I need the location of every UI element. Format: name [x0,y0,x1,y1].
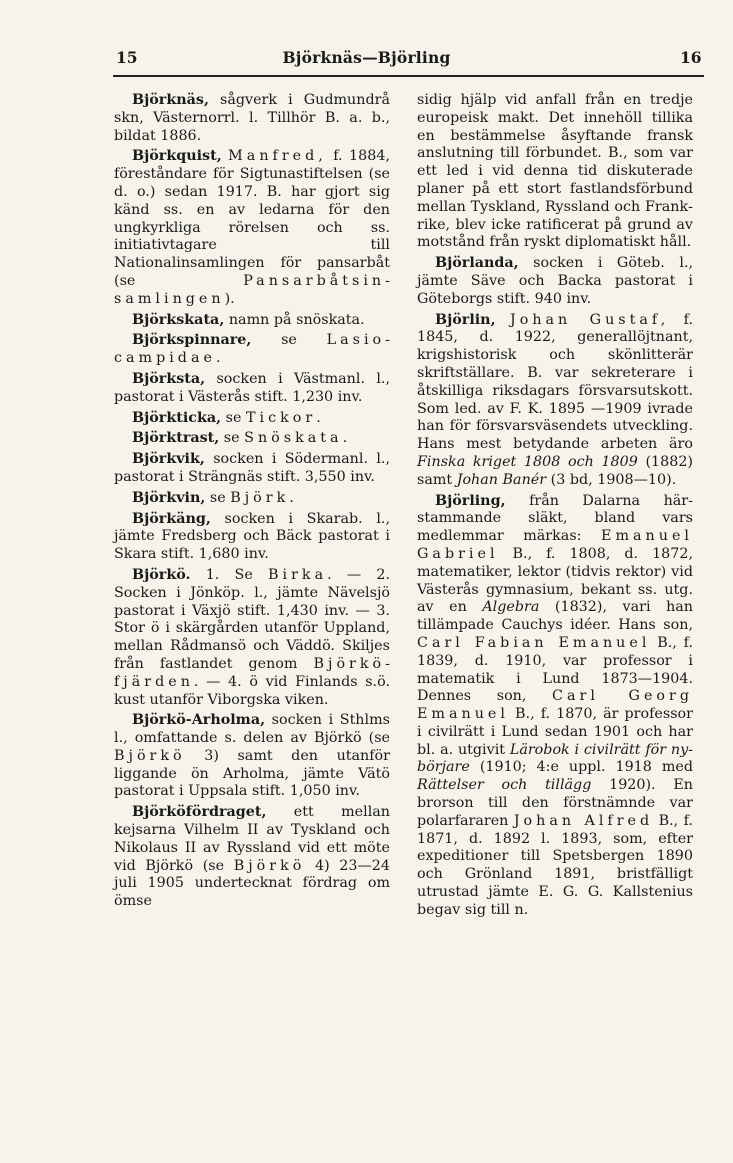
entry-text: . [289,489,294,506]
entry-text: . [215,350,221,367]
page-number-left: 15 [116,48,138,67]
entry-text: se [221,409,247,426]
headword: Björkspinnare, [132,332,252,349]
spaced-name: Emanuel Gabriel [417,528,693,562]
entry-text: 1920). En brorson till den förstnämnde var polarfararen [417,777,693,829]
headword: Björkskata, [132,311,225,328]
entry-text: socken i Sthlms l., omfattande s. delen av Björkö (se [114,712,390,747]
entry-text: B., f. 1870, är professor i civilrätt i Lund sedan 1901 och har bl. a. utgivit [417,706,693,758]
entry-bjorkskata [114,312,390,330]
headword: Björknäs, [132,92,209,108]
spaced-name: Manfred, [228,148,327,165]
entry-text: . [316,409,321,426]
spaced-ref: Tickor [246,409,317,426]
entry-text: B., f. 1839, d. 1910, var professor i matematik i Lund 1873—1904. Dennes son, [417,634,693,705]
work-title: Rättelser och tillägg [417,777,592,794]
entry-text: sidig hjälp vid anfall från en tredje europeisk makt. Det innehöll tillika en bestämmelse åsyftande fransk anslutning till förbundet. B., som var ett led i vid denna tid diskuterade planer på ett stort fastlandsförbund mellan Tyskland, Ryssland och Frankrike, blev icke ratificerat på grund av motstånd från ryskt diplomatiskt håll. [417,92,693,251]
right-column [417,92,693,923]
entry-text: . — 4. ö vid Finlands s.ö. kust utanför Viborgska viken. [114,673,390,708]
entry-bjorksta [114,371,390,407]
left-column [114,92,390,914]
entry-text: se [219,430,245,447]
entry-text: ett mellan kejsarna Vilhelm II av Tyskland och Nikolaus II av Ryssland vid ett möte vid Björkö (se [114,804,390,874]
spaced-name: Carl Fabian Emanuel [417,634,651,651]
headword: Björkäng, [132,510,211,527]
spaced-ref: Björk [230,489,290,506]
headword: Björksta, [132,370,206,387]
spaced-ref: Lasiocampidae [114,332,390,367]
spaced-ref: Pansarbåtsinsamlingen [114,272,390,307]
entry-text: B., f. 1871, d. 1892 l. 1893, som, efter expeditioner till Spetsbergen 1890 och Grönland 1891, bristfälligt utrustad jämte E. G. G. Kallstenius begav sig till n. [417,812,693,918]
headword: Björkvin, [132,489,206,506]
spaced-name: Johan Gustaf, [509,311,670,328]
entry-bjorkofordraget [114,804,390,911]
work-title: Johan Banér [456,471,547,488]
headword: Björkö-Arholma, [132,712,266,729]
entry-text: (1882) samt [417,453,693,488]
entry-bjorktrast [114,430,390,448]
entry-text: socken i Skarab. l., jämte Fredsberg och Bäck pastorat i Skara stift. 1,680 inv. [114,510,390,563]
spaced-ref: Björkö [233,857,306,874]
entry-text: . [342,430,348,447]
page-number-right: 16 [680,48,702,67]
headword: Björlin, [435,311,496,328]
header-rule [113,75,704,77]
entry-bjorkvik [114,451,390,487]
headword: Björkö. [132,566,191,583]
entry-bjorko [114,567,390,709]
entry-text: ). [224,290,235,307]
entry-text: 4) 23—24 juli 1905 undertecknat fördrag om ömse [114,857,390,910]
entry-text: (1910; 4:e uppl. 1918 med [469,759,693,776]
entry-text: socken i Göteb. l., jämte Säve och Backa pastorat i Göteborgs stift. 940 inv. [417,255,693,307]
entry-bjorkticka [114,410,390,428]
entry-text: (3 bd, 1908—10). [546,471,677,488]
running-title: Björknäs—Björling [282,48,451,67]
page-header [0,0,733,80]
spaced-ref: Snöskata [244,430,343,447]
entry-text: f. 1845, d. 1922, generallöjtnant, krigshistorisk och skönlitterär skriftställare. B. var sekreterare i åtskilliga riksdagars försvarsutskott. Som led. av F. K. 1895 —1909 ivrade han för försvarsväsendets utveckling. Hans mest betydande arbeten äro [417,311,693,453]
headword: Björktrast, [132,430,220,447]
entry-text: se [251,332,327,349]
headword: Björköfördraget, [132,804,267,821]
headword: Björkquist, [132,148,222,165]
entry-bjorkang [114,511,390,564]
headword: Björlanda, [435,255,519,272]
entry-text: från Dalarna härstammande släkt, bland vars medlemmar märkas: [417,492,693,545]
headword: Björling, [435,492,506,509]
entry-text: . — 2. Socken i Jönköp. l., jämte Nävelsjö pastorat i Växjö stift. 1,430 inv. — 3. Stor ö i skärgården utanför Uppland, mellan Rådmansö och Väddö. Skiljes från fastlandet genom [114,566,390,672]
headword: Björkvik, [132,451,205,468]
entry-bjorko-arholma [114,712,390,801]
work-title: Algebra [482,599,540,616]
entry-text: 1. Se [190,566,268,583]
entry-text: socken i Södermanl. l., pastorat i Strängnäs stift. 3,550 inv. [114,451,390,485]
spaced-ref: Birka [268,566,328,583]
entry-text: namn på snöskata. [224,311,365,328]
work-title: Finska kriget 1808 och 1809 [417,453,638,470]
entry-bjorknas [114,92,390,145]
entry-text: (1832), vari han tillämpade Cauchys idéer. Hans son, [417,599,694,634]
entry-text: f. 1884, föreståndare för Sigtunastiftelsen (se d. o.) sedan 1917. B. har gjort sig känd ss. en av ledarna för den ungkyrkliga rörelsen och ss. initiativtagare till Nationalinsamlingen för pansarbåt (se [114,148,390,289]
entry-continuation [417,92,693,252]
entry-bjorling [417,493,693,920]
spaced-ref: Björköfjärden [114,655,390,690]
entry-text: socken i Västmanl. l., pastorat i Västerås stift. 1,230 inv. [114,370,390,405]
entry-bjorlin [417,312,693,490]
entry-text: 3) samt den utanför liggande ön Arholma, jämte Vätö pastorat i Uppsala stift. 1,050 inv. [114,747,390,800]
entry-bjorkvin [114,490,390,508]
entry-text: se [205,489,231,506]
entry-bjorkquist [114,148,390,308]
entry-text: B., f. 1808, d. 1872, matematiker, lektor (tidvis rektor) vid Västerås gymnasium, bekant ss. utg. av en [417,545,693,616]
spaced-name: Carl Georg Emanuel [417,688,693,723]
headword: Björkticka, [132,409,222,426]
work-title: Lärobok i civilrätt för nybörjare [417,741,693,776]
entry-bjorkspinnare [114,332,390,368]
spaced-name: Johan Alfred [513,812,654,829]
spaced-ref: Björkö [114,747,186,764]
entry-text: sågverk i Gudmundrå skn, Västernorrl. l. Tillhör B. a. b., bildat 1886. [114,92,390,144]
entry-bjorlanda [417,255,693,308]
